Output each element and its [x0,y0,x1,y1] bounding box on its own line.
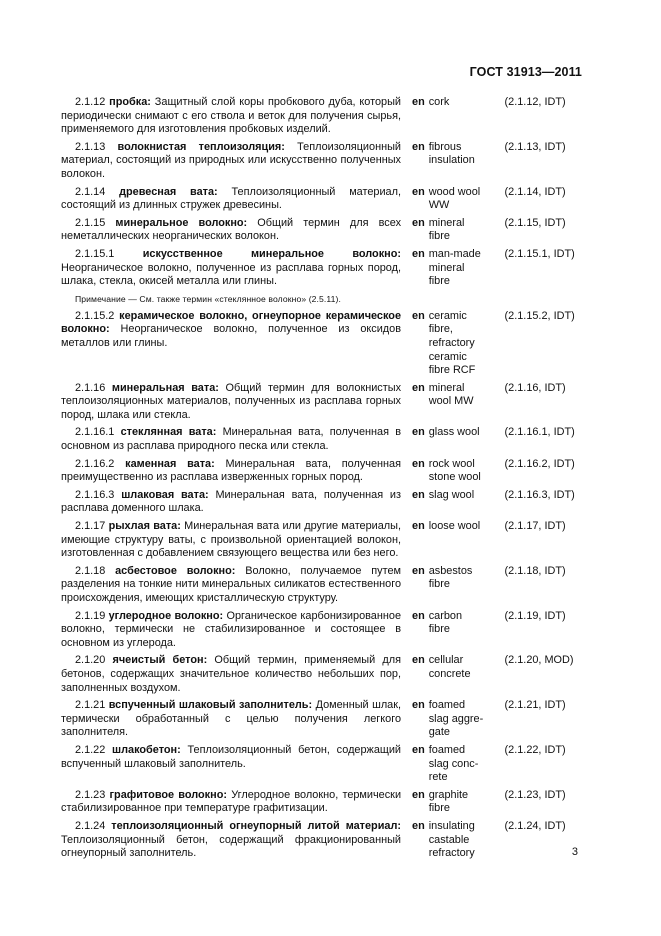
term-description: Общий термин, применяемый для бетонов, содержащих значительное количество небольших пор, заполненных воздухом. [61,654,402,694]
english-term: graphite fibre [428,788,469,815]
term-definition [61,610,401,651]
term-number: 2.1.15 [75,216,106,229]
reference-code: (2.1.12, IDT) [504,96,566,108]
term-title: теплоизоляционный огнеупорный литой материал: [111,819,402,832]
english-term: cork [428,96,450,108]
term-number: 2.1.19 [75,609,106,622]
english-equivalent [412,820,497,861]
term-title: шлакобетон: [112,743,181,756]
term-description: Теплоизоляционный материал, состоящий из природных или искусственно полученных волокон. [61,140,402,180]
term-number: 2.1.23 [75,788,106,801]
term-definition [61,520,401,561]
term-title: минеральная вата: [111,381,219,394]
english-equivalent [412,654,497,681]
english-equivalent [412,610,497,637]
term-entry [61,141,591,182]
document-id: ГОСТ 31913—2011 [469,65,582,79]
term-title: вспученный шлаковый заполнитель: [108,699,313,712]
term-number: 2.1.16.2 [75,457,115,470]
language-code: en [412,488,425,501]
language-code: en [412,140,425,153]
english-term: rock wool stone wool [428,457,481,484]
term-entry [61,382,591,423]
term-number: 2.1.22 [75,743,106,756]
page-number: 3 [571,846,578,858]
term-entry [61,520,591,561]
term-entry [61,489,591,516]
reference-code: (2.1.17, IDT) [504,520,566,533]
english-equivalent [412,310,497,378]
language-code: en [412,309,425,322]
term-entry [61,426,591,453]
reference-code: (2.1.21, IDT) [504,699,566,712]
reference-code: (2.1.15, IDT) [504,216,566,229]
term-title: керамическое волокно, огнеупорное керамическое волокно: [61,309,402,336]
english-equivalent [412,520,497,534]
term-description: Органическое карбонизированное волокно, термически не стабилизированное и состоящее в основном из углерода. [61,609,402,649]
term-entry [61,699,591,740]
reference-code: (2.1.16.2, IDT) [504,457,575,470]
term-definition [61,217,401,244]
english-equivalent [412,248,497,289]
term-definition [61,789,401,816]
term-description: Доменный шлак, термически обработанный с целью получения легкого заполнителя. [61,699,402,739]
term-title: углеродное волокно: [108,609,224,622]
term-entry [61,96,591,137]
english-term: fibrous insulation [428,140,475,167]
term-description: Минеральная вата или другие материалы, имеющие структуру ваты, с произвольной ориентацией волокон, изготовленная с добавлением связующего вещества или без него. [61,520,402,560]
term-description: Общий термин для всех неметаллических неорганических волокон. [61,216,402,243]
term-entry [61,248,591,289]
term-definition [61,565,401,606]
english-term: ceramic fibre, refractory ceramic fibre RCF [428,309,476,377]
language-code: en [412,457,425,470]
term-number: 2.1.15.1 [75,247,115,260]
term-definition [61,426,401,453]
reference-code: (2.1.13, IDT) [504,140,566,153]
english-equivalent [412,382,497,409]
reference-code: (2.1.15.2, IDT) [504,309,575,322]
language-code: en [412,247,425,260]
term-entry [61,610,591,651]
english-equivalent [412,141,497,168]
language-code: en [412,788,425,801]
english-term: mineral wool MW [428,381,474,408]
english-equivalent [412,789,497,816]
term-number: 2.1.12 [75,96,106,108]
language-code: en [412,564,425,577]
term-definition [61,699,401,740]
english-term: foamed slag aggre- gate [428,699,484,739]
reference-code: (2.1.16, IDT) [504,381,566,394]
term-definition [61,489,401,516]
reference-code: (2.1.19, IDT) [504,609,566,622]
english-equivalent [412,489,497,503]
english-term: asbestos fibre [428,564,473,591]
reference-code: (2.1.14, IDT) [504,185,566,198]
term-definition [61,654,401,695]
term-entry [61,744,591,785]
english-term: wood wool WW [428,185,481,212]
term-number: 2.1.13 [75,140,106,153]
english-equivalent [412,744,497,785]
term-description: Волокно, получаемое путем разделения на тонкие нити минеральных силикатов естественного происхождения, имеющих кристаллическую структуру. [61,564,402,604]
term-description: Теплоизоляционный бетон, содержащий вспученный шлаковый заполнитель. [61,743,402,770]
term-number: 2.1.18 [75,564,106,577]
language-code: en [412,699,425,712]
term-entry [61,310,591,378]
term-entry [61,458,591,485]
term-description: Неорганическое волокно, полученное из расплава горных пород, шлака, стекла, окисей металла или глины. [61,261,402,288]
term-definition [61,744,401,771]
term-definition [61,96,401,137]
term-entry [61,217,591,244]
english-term: loose wool [428,520,481,533]
term-number: 2.1.16.3 [75,488,115,501]
term-number: 2.1.17 [75,520,106,533]
term-description: Углеродное волокно, термически стабилизированное при температуре графитизации. [61,788,402,815]
term-description: Защитный слой коры пробкового дуба, который периодически снимают с его ствола и веток для получения сырья, применяемого для изготовления пробковых изделий. [61,96,402,136]
term-number: 2.1.16 [75,381,106,394]
term-title: искусственное минеральное волокно: [142,247,402,260]
reference-code: (2.1.23, IDT) [504,788,566,801]
term-definition [61,248,401,289]
term-number: 2.1.16.1 [75,426,115,439]
term-number: 2.1.20 [75,654,106,667]
term-title: рыхлая вата: [108,520,181,533]
term-title: ячеистый бетон: [112,654,208,667]
english-term: carbon fibre [428,609,463,636]
term-description: Теплоизоляционный материал, состоящий из длинных стружек древесины. [61,185,401,212]
reference-code: (2.1.16.3, IDT) [504,488,575,501]
note: Примечание — См. также термин «стеклянное волокно» (2.5.11). [75,293,341,304]
term-title: шлаковая вата: [121,488,209,501]
language-code: en [412,654,425,667]
term-entry [61,820,591,861]
language-code: en [412,743,425,756]
term-title: пробка: [109,96,151,108]
term-title: асбестовое волокно: [115,564,236,577]
term-number: 2.1.14 [75,185,106,198]
language-code: en [412,819,425,832]
language-code: en [412,185,425,198]
term-description: Общий термин для волокнистых теплоизоляционных материалов, полученных из расплава горных пород, шлака или стекла. [61,381,402,421]
term-title: минеральное волокно: [115,216,248,229]
language-code: en [412,96,425,108]
term-entry [61,789,591,816]
language-code: en [412,609,425,622]
term-title: волокнистая теплоизоляция: [117,140,285,153]
term-number: 2.1.24 [75,819,106,832]
term-title: стеклянная вата: [120,426,217,439]
term-description: Минеральная вата, полученная в основном из расплава природного песка или стекла. [61,426,402,453]
term-description: Минеральная вата, полученная из расплава доменного шлака. [61,488,402,515]
reference-code: (2.1.18, IDT) [504,564,566,577]
term-definition [61,382,401,423]
term-description: Минеральная вата, полученная преимущественно из расплава изверженных горных пород. [61,457,402,484]
language-code: en [412,381,425,394]
reference-code: (2.1.24, IDT) [504,819,566,832]
term-number: 2.1.21 [75,699,106,712]
term-entry [61,654,591,695]
term-entry [61,186,591,213]
english-equivalent [412,96,497,110]
term-description: Неорганическое волокно, полученное из оксидов металлов или глины. [61,323,402,349]
english-term: slag wool [428,488,475,501]
language-code: en [412,520,425,533]
english-term: insulating castable refractory [428,819,475,860]
terms-list [61,96,591,865]
english-equivalent [412,217,497,244]
language-code: en [412,426,425,439]
term-number: 2.1.15.2 [75,309,115,322]
term-title: древесная вата: [119,185,218,198]
term-definition [61,141,401,182]
english-equivalent [412,426,497,440]
language-code: en [412,216,425,229]
english-term: mineral fibre [428,216,465,243]
english-term: glass wool [428,426,480,439]
english-term: man-made mineral fibre [428,247,481,288]
reference-code: (2.1.20, MOD) [504,654,574,667]
english-equivalent [412,565,497,592]
reference-code: (2.1.16.1, IDT) [504,426,575,439]
reference-code: (2.1.15.1, IDT) [504,247,575,260]
english-equivalent [412,186,497,213]
term-definition [61,820,401,861]
reference-code: (2.1.22, IDT) [504,743,566,756]
term-title: каменная вата: [125,457,215,470]
term-description: Теплоизоляционный бетон, содержащий фракционированный огнеупорный заполнитель. [61,833,402,860]
english-equivalent [412,458,497,485]
term-title: графитовое волокно: [109,788,227,801]
english-term: cellular concrete [428,654,471,680]
term-definition [61,186,401,213]
english-term: foamed slag conc- rete [428,743,479,784]
term-definition [61,458,401,485]
english-equivalent [412,699,497,740]
term-definition [61,310,401,351]
term-entry [61,565,591,606]
